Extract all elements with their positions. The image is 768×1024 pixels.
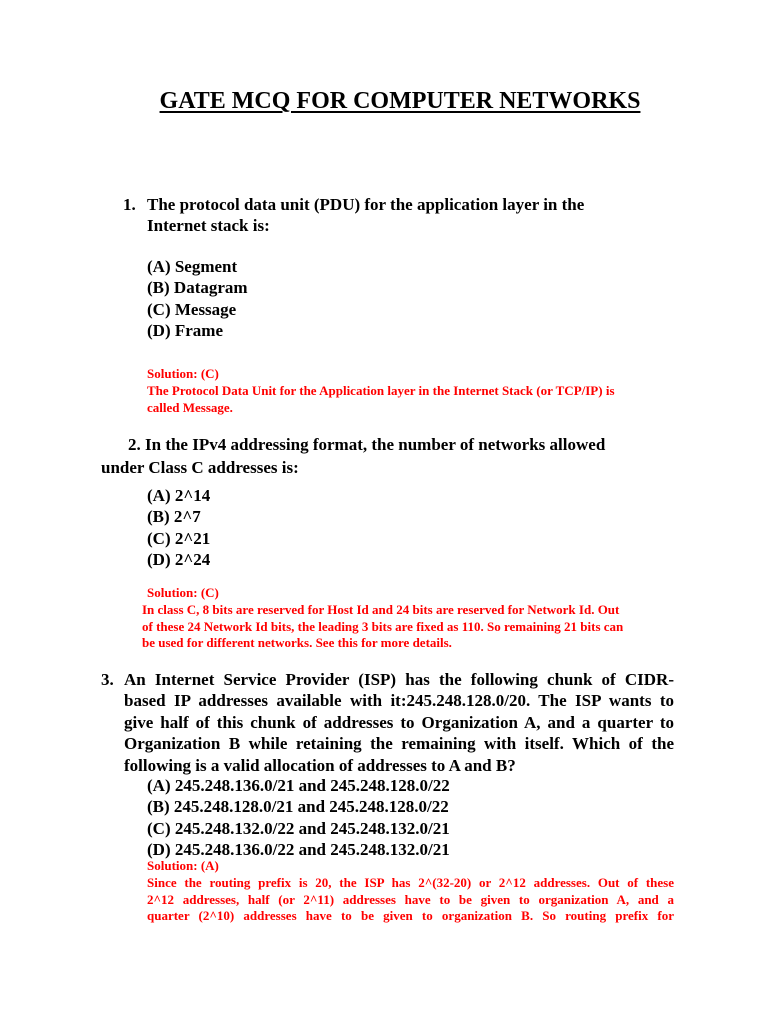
solution-line: quarter (2^10) addresses have to be given to organization B. So routing prefix for [147, 908, 674, 924]
question-3-line: An Internet Service Provider (ISP) has the following chunk of CIDR- [124, 670, 674, 689]
question-3-solution [147, 858, 674, 925]
page-title: GATE MCQ FOR COMPUTER NETWORKS [159, 88, 641, 114]
question-1-options [147, 256, 248, 341]
solution-label: Solution: (A) [147, 858, 219, 873]
question-3-line: following is a valid allocation of addresses to A and B? [124, 755, 516, 775]
question-3-number: 3. [101, 670, 114, 689]
option-d: (D) 245.248.136.0/22 and 245.248.132.0/21 [147, 839, 450, 859]
question-3-text [124, 669, 674, 776]
solution-label: Solution: (C) [147, 366, 219, 381]
solution-line: The Protocol Data Unit for the Application layer in the Internet Stack (or TCP/IP) is [147, 382, 615, 398]
question-1-solution [147, 366, 615, 416]
option-a: (A) Segment [147, 257, 238, 276]
question-2-text [101, 433, 605, 479]
option-c: (C) 245.248.132.0/22 and 245.248.132.0/21 [147, 818, 450, 838]
question-3-line: based IP addresses available with it:245.248.128.0/20. The ISP wants to [124, 691, 674, 711]
option-c: (C) 2^21 [147, 528, 211, 548]
question-3-line: give half of this chunk of addresses to Organization A, and a quarter to [124, 712, 674, 732]
option-b: (B) 2^7 [147, 507, 201, 527]
option-d: (D) Frame [147, 320, 223, 340]
solution-line: In class C, 8 bits are reserved for Host Id and 24 bits are reserved for Network Id. Out [142, 601, 620, 617]
option-d: (D) 2^24 [147, 549, 211, 569]
solution-line: of these 24 Network Id bits, the leading 3 bits are fixed as 110. So remaining 21 bits can [142, 618, 624, 634]
option-a: (A) 2^14 [147, 486, 211, 505]
solution-line: Since the routing prefix is 20, the ISP has 2^(32-20) or 2^12 addresses. Out of these [147, 874, 674, 890]
option-b: (B) Datagram [147, 278, 248, 298]
question-2-options [147, 485, 210, 570]
option-b: (B) 245.248.128.0/21 and 245.248.128.0/22 [147, 797, 449, 817]
solution-line: 2^12 addresses, half (or 2^11) addresses have to be given to organization A, and a [147, 891, 674, 907]
question-1-number: 1. [123, 195, 136, 214]
option-c: (C) Message [147, 299, 237, 319]
solution-label: Solution: (C) [147, 585, 219, 600]
option-a: (A) 245.248.136.0/21 and 245.248.128.0/22 [147, 776, 450, 795]
question-3-line: Organization B while retaining the remaining with itself. Which of the [124, 734, 674, 754]
question-1-line: Internet stack is: [147, 216, 270, 236]
question-2-line: 2. In the IPv4 addressing format, the number of networks allowed [128, 435, 606, 454]
question-1-text [147, 194, 584, 237]
solution-line: called Message. [147, 399, 233, 415]
question-3-options [147, 775, 450, 860]
question-2-line: under Class C addresses is: [101, 458, 299, 477]
question-1-line: The protocol data unit (PDU) for the application layer in the [147, 195, 585, 214]
question-2-solution [142, 585, 623, 652]
solution-line: be used for different networks. See this for more details. [142, 635, 452, 651]
